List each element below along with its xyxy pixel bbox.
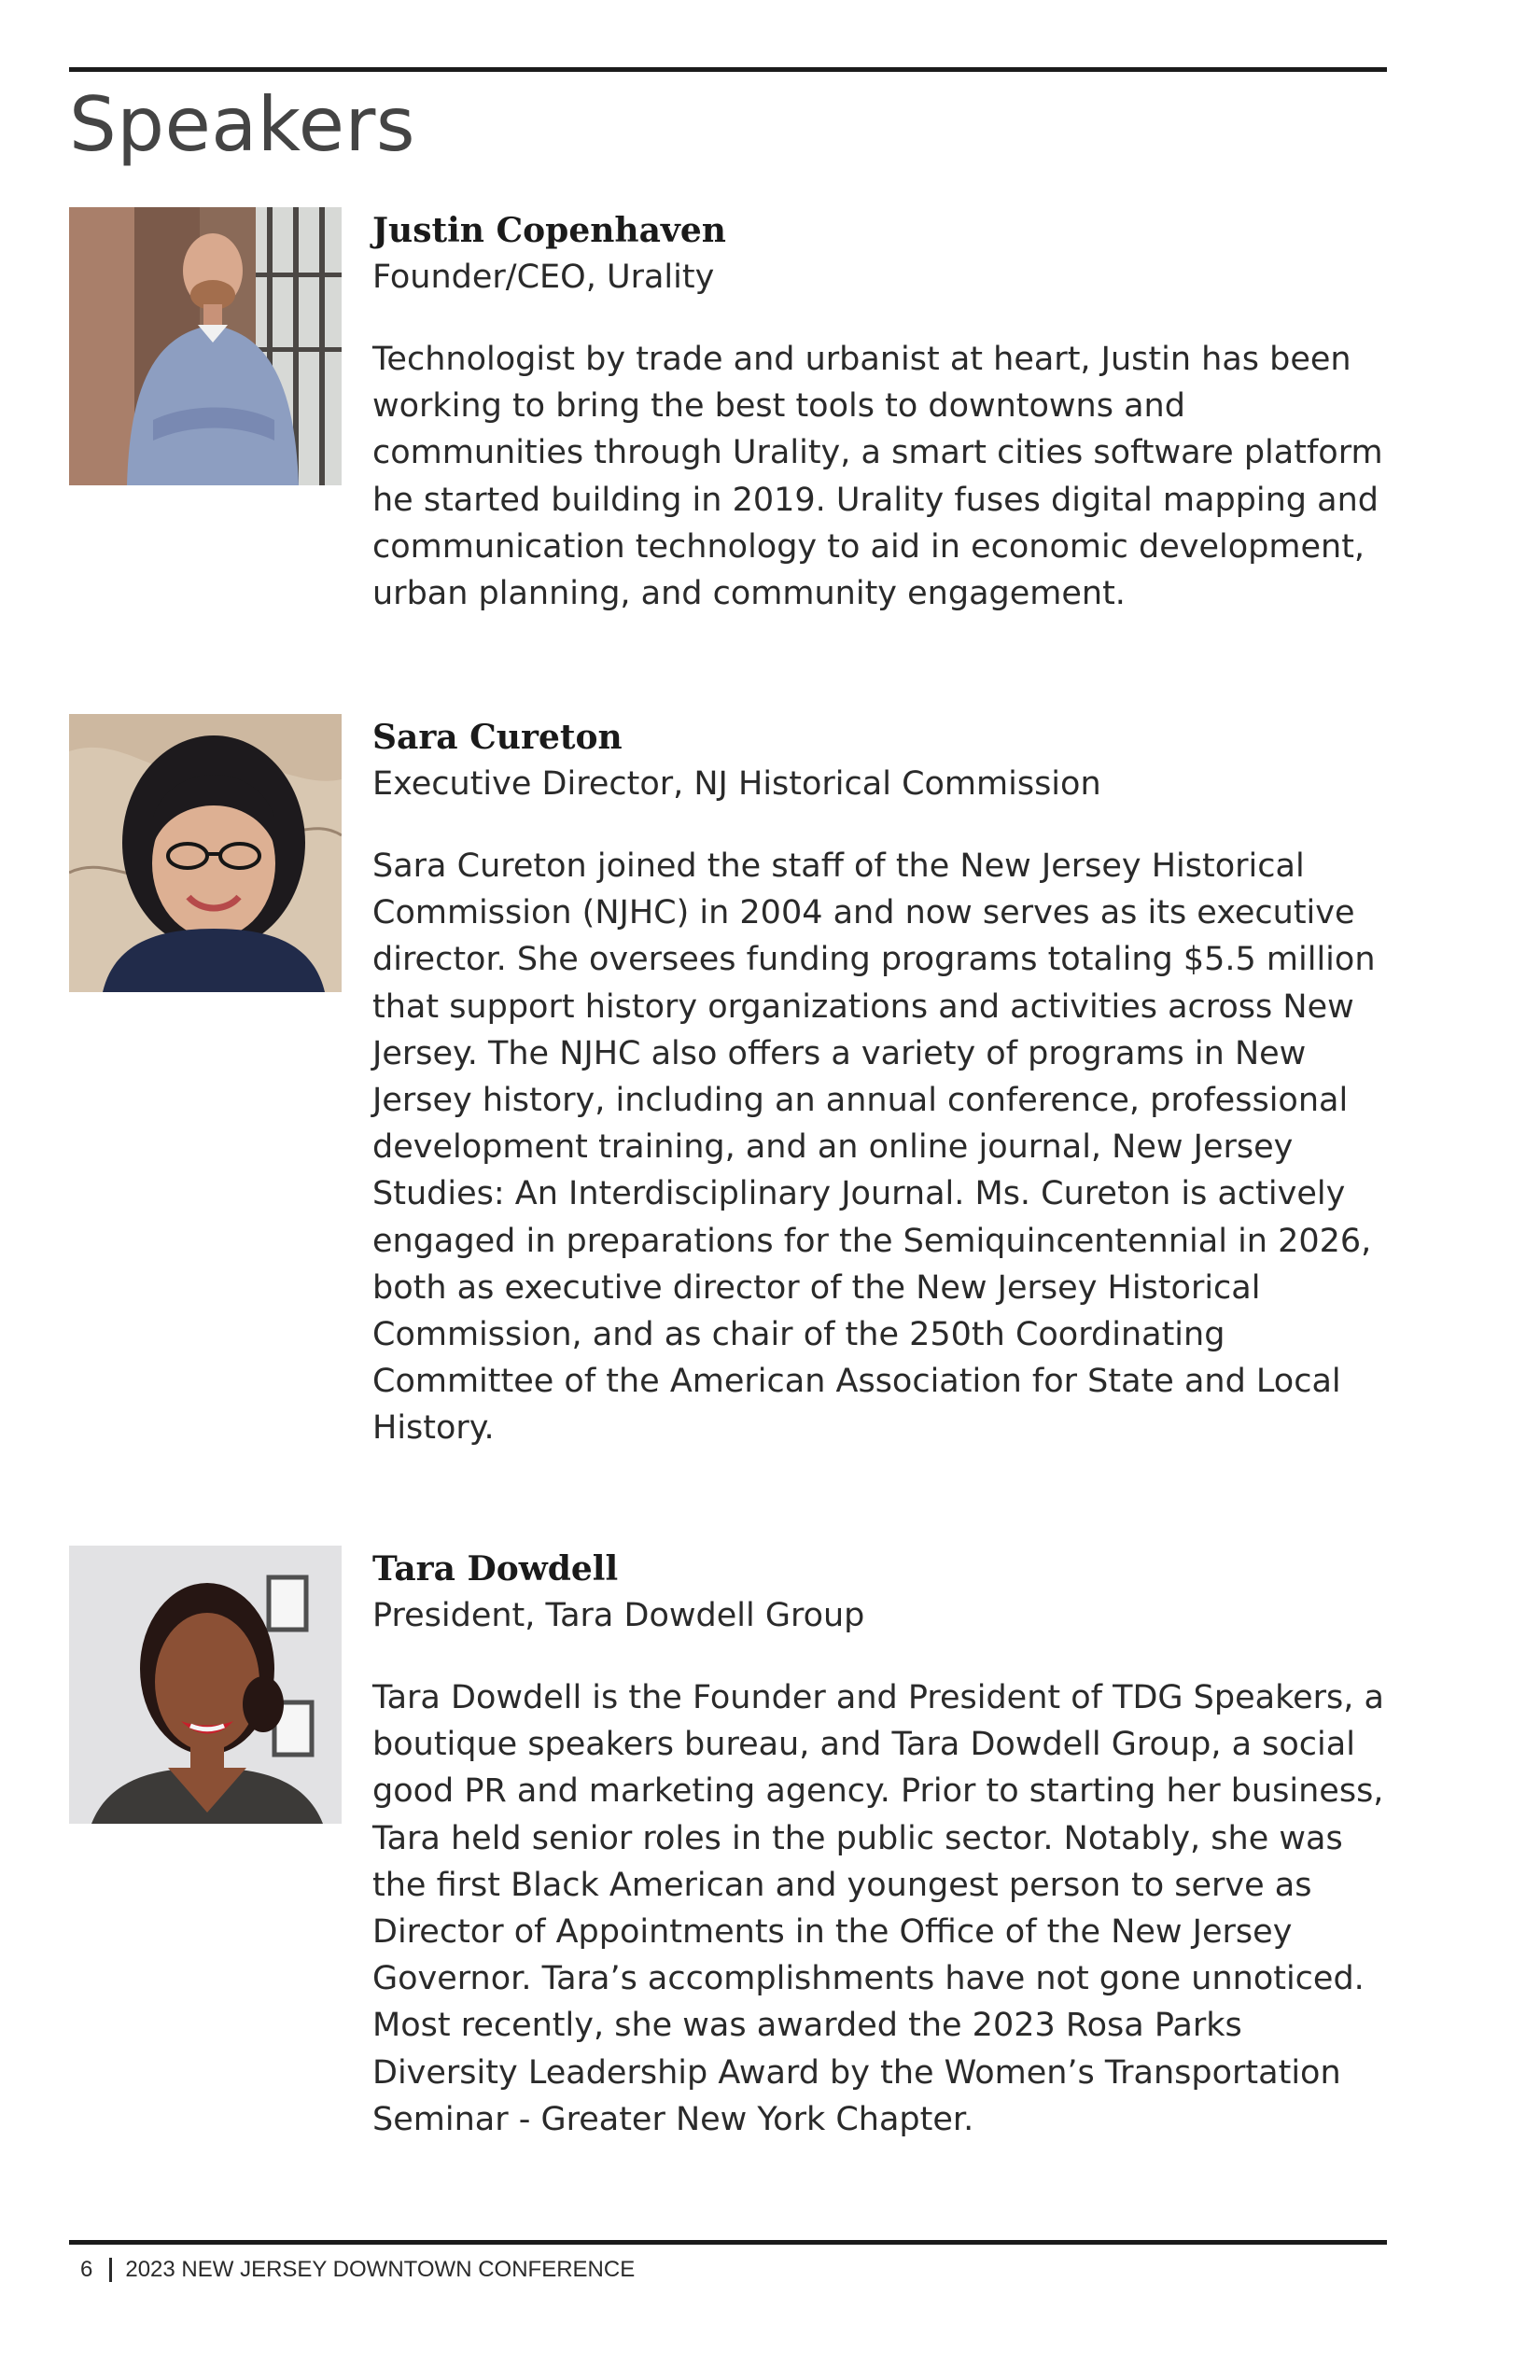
speaker-bio: Tara Dowdell is the Founder and President of TDG Speakers, a boutique speakers bureau, and Tara Dowdell Group, a social good PR and marketing agency. Prior to starting her business, Tara held senior roles in the public sector. Notably, she was the first Black American and youngest person to serve as Director of Appointments in the Office of the New Jersey Governor. Tara’s accomplishments have not gone unnoticed. Most recently, she was awarded the 2023 Rosa Parks Diversity Leadership Award by the Women’s Transportation Seminar - Greater New York Chapter. — [372, 1679, 1384, 2138]
speaker-photo-copenhaven — [69, 207, 342, 485]
speaker-info-cureton — [372, 714, 1399, 1452]
speaker-name: Sara Cureton — [372, 718, 623, 757]
speaker-info-dowdell — [372, 1546, 1399, 2143]
speaker-bio: Technologist by trade and urbanist at heart, Justin has been working to bring the best tools to downtowns and communities through Urality, a smart cities software platform he started building in 2019. Urality fuses digital mapping and communication technology to aid in economic development, urban planning, and community engagement. — [372, 341, 1383, 613]
speaker-photo-dowdell — [69, 1546, 342, 1824]
speaker-role: President, Tara Dowdell Group — [372, 1597, 865, 1634]
page-title: Speakers — [69, 81, 416, 168]
speaker-role: Founder/CEO, Urality — [372, 259, 715, 296]
footer-divider — [109, 2258, 112, 2282]
speaker-info-copenhaven — [372, 207, 1399, 617]
bottom-rule — [69, 2240, 1387, 2245]
page-number: 6 — [80, 2257, 93, 2282]
conference-name: 2023 NEW JERSEY DOWNTOWN CONFERENCE — [125, 2257, 636, 2282]
speaker-bio: Sara Cureton joined the staff of the New Jersey Historical Commission (NJHC) in 2004 and now serves as its executive director. She oversees funding programs totaling $5.5 million that support history organizations and activities across New Jersey. The NJHC also offers a variety of programs in New Jersey history, including an annual conference, professional development training, and an online journal, New Jersey Studies: An Interdisciplinary Journal. Ms. Cureton is actively engaged in preparations for the Semiquincentennial in 2026, both as executive director of the New Jersey Historical Commission, and as chair of the 250th Coordinating Committee of the American Association for State and Local History. — [372, 847, 1376, 1448]
top-rule — [69, 67, 1387, 72]
speaker-role: Executive Director, NJ Historical Commission — [372, 765, 1101, 803]
speaker-photo-cureton — [69, 714, 342, 992]
speaker-name: Tara Dowdell — [372, 1549, 619, 1589]
page-footer — [80, 2255, 635, 2285]
speaker-name: Justin Copenhaven — [372, 211, 726, 250]
